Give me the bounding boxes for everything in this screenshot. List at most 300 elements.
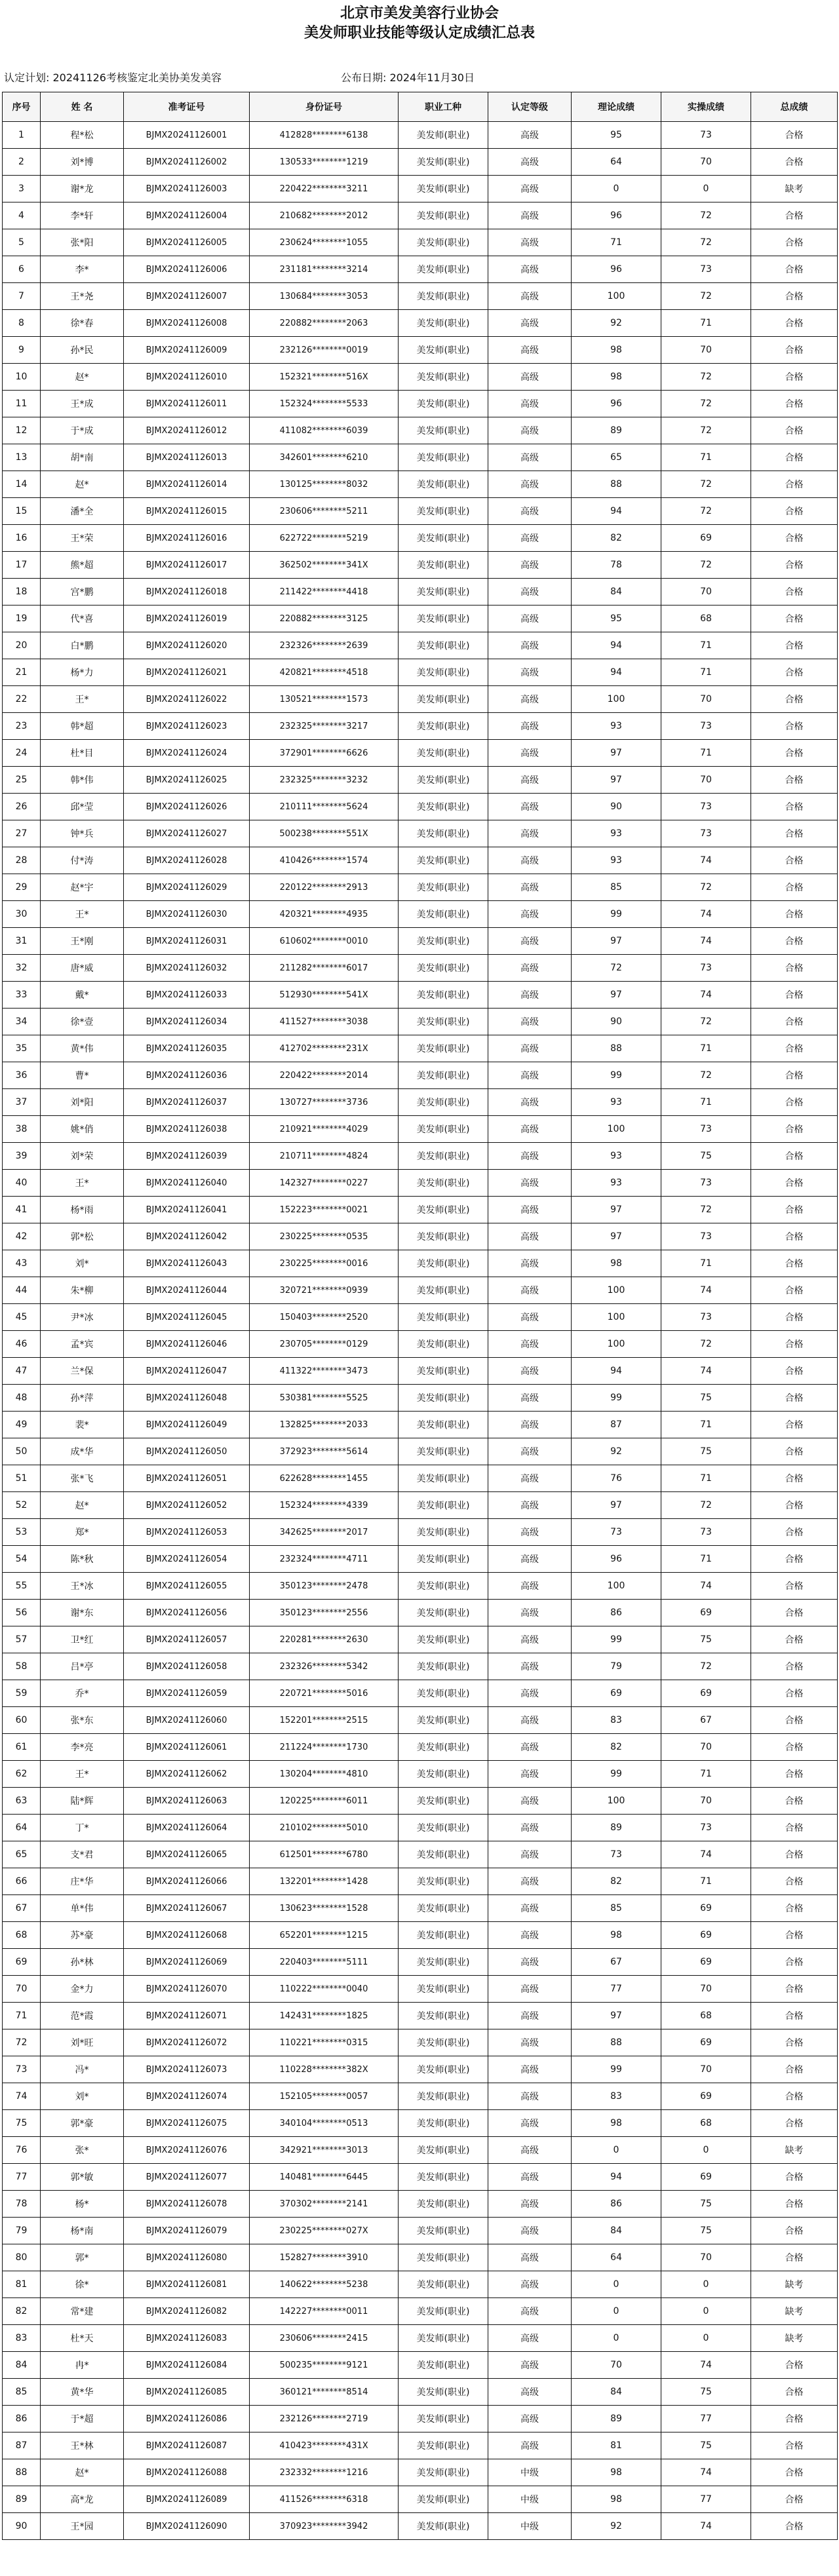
row-theory-score: 87 xyxy=(572,1412,661,1438)
row-theory-score: 73 xyxy=(572,1841,661,1868)
row-name: 谢*东 xyxy=(41,1600,124,1626)
row-practical-score: 75 xyxy=(661,2379,751,2406)
row-occupation: 美发师(职业) xyxy=(399,1546,488,1573)
row-occupation: 美发师(职业) xyxy=(399,1304,488,1331)
table-row xyxy=(3,1922,838,1949)
table-row xyxy=(3,1895,838,1922)
row-theory-score: 99 xyxy=(572,2056,661,2083)
row-name: 赵*宇 xyxy=(41,874,124,901)
row-seq: 8 xyxy=(3,310,41,337)
document-title: 美发师职业技能等级认定成绩汇总表 xyxy=(303,25,535,41)
row-result: 合格 xyxy=(751,256,838,283)
table-row xyxy=(3,256,838,283)
row-seq: 65 xyxy=(3,1841,41,1868)
row-practical-score: 72 xyxy=(661,471,751,498)
row-occupation: 美发师(职业) xyxy=(399,149,488,176)
row-practical-score: 72 xyxy=(661,229,751,256)
col-level-header: 认定等级 xyxy=(488,92,572,122)
row-practical-score: 72 xyxy=(661,874,751,901)
row-practical-score: 72 xyxy=(661,202,751,229)
row-id-number: 142431********1825 xyxy=(250,2003,399,2029)
row-occupation: 美发师(职业) xyxy=(399,283,488,310)
row-level: 高级 xyxy=(488,1465,572,1492)
row-seq: 68 xyxy=(3,1922,41,1949)
row-practical-score: 71 xyxy=(661,1465,751,1492)
row-level: 高级 xyxy=(488,2110,572,2137)
row-theory-score: 98 xyxy=(572,1922,661,1949)
row-result: 合格 xyxy=(751,1895,838,1922)
row-id-number: 220403********5111 xyxy=(250,1949,399,1976)
row-name: 郭* xyxy=(41,2244,124,2271)
row-level: 高级 xyxy=(488,1868,572,1895)
row-name: 王* xyxy=(41,686,124,713)
row-result: 合格 xyxy=(751,955,838,982)
row-seq: 45 xyxy=(3,1304,41,1331)
row-theory-score: 89 xyxy=(572,417,661,444)
row-seq: 25 xyxy=(3,767,41,794)
row-seq: 33 xyxy=(3,982,41,1009)
row-seq: 40 xyxy=(3,1170,41,1197)
row-id-number: 342625********2017 xyxy=(250,1519,399,1546)
row-name: 于*超 xyxy=(41,2406,124,2432)
table-header-row xyxy=(3,92,838,122)
row-exam-id: BJMX20241126058 xyxy=(124,1653,250,1680)
row-id-number: 152223********0021 xyxy=(250,1197,399,1223)
row-occupation: 美发师(职业) xyxy=(399,955,488,982)
publish-value: 2024年11月30日 xyxy=(389,71,475,84)
row-name: 姚*俏 xyxy=(41,1116,124,1143)
row-name: 郭*豪 xyxy=(41,2110,124,2137)
table-row xyxy=(3,337,838,364)
row-theory-score: 100 xyxy=(572,1277,661,1304)
row-level: 高级 xyxy=(488,2137,572,2164)
row-id-number: 220281********2630 xyxy=(250,1626,399,1653)
row-seq: 63 xyxy=(3,1788,41,1815)
row-occupation: 美发师(职业) xyxy=(399,310,488,337)
row-seq: 50 xyxy=(3,1438,41,1465)
table-row xyxy=(3,391,838,417)
row-level: 高级 xyxy=(488,1197,572,1223)
row-theory-score: 98 xyxy=(572,2110,661,2137)
row-theory-score: 79 xyxy=(572,1653,661,1680)
row-occupation: 美发师(职业) xyxy=(399,2352,488,2379)
row-theory-score: 64 xyxy=(572,2244,661,2271)
row-level: 高级 xyxy=(488,1546,572,1573)
row-occupation: 美发师(职业) xyxy=(399,2056,488,2083)
row-level: 高级 xyxy=(488,794,572,820)
row-level: 高级 xyxy=(488,1573,572,1600)
row-theory-score: 96 xyxy=(572,1546,661,1573)
table-row xyxy=(3,820,838,847)
row-seq: 54 xyxy=(3,1546,41,1573)
row-id-number: 130521********1573 xyxy=(250,686,399,713)
row-exam-id: BJMX20241126030 xyxy=(124,901,250,928)
row-theory-score: 93 xyxy=(572,820,661,847)
row-id-number: 232326********5342 xyxy=(250,1653,399,1680)
table-row xyxy=(3,2406,838,2432)
table-row xyxy=(3,2513,838,2540)
row-name: 常*建 xyxy=(41,2298,124,2325)
table-row xyxy=(3,982,838,1009)
row-exam-id: BJMX20241126054 xyxy=(124,1546,250,1573)
row-result: 合格 xyxy=(751,1089,838,1116)
row-theory-score: 97 xyxy=(572,1197,661,1223)
row-id-number: 211422********4418 xyxy=(250,579,399,606)
row-practical-score: 72 xyxy=(661,1009,751,1035)
row-name: 庄*华 xyxy=(41,1868,124,1895)
row-seq: 47 xyxy=(3,1358,41,1385)
row-result: 合格 xyxy=(751,2056,838,2083)
row-exam-id: BJMX20241126077 xyxy=(124,2164,250,2191)
row-seq: 5 xyxy=(3,229,41,256)
row-level: 高级 xyxy=(488,444,572,471)
row-occupation: 美发师(职业) xyxy=(399,1412,488,1438)
row-name: 王*荣 xyxy=(41,525,124,552)
row-seq: 43 xyxy=(3,1250,41,1277)
row-id-number: 220122********2913 xyxy=(250,874,399,901)
row-id-number: 372923********5614 xyxy=(250,1438,399,1465)
row-id-number: 411526********6318 xyxy=(250,2486,399,2513)
row-theory-score: 0 xyxy=(572,2298,661,2325)
row-name: 曹* xyxy=(41,1062,124,1089)
row-practical-score: 70 xyxy=(661,149,751,176)
row-result: 合格 xyxy=(751,498,838,525)
row-occupation: 美发师(职业) xyxy=(399,1734,488,1761)
row-exam-id: BJMX20241126079 xyxy=(124,2218,250,2244)
row-theory-score: 97 xyxy=(572,2003,661,2029)
row-practical-score: 73 xyxy=(661,955,751,982)
row-seq: 24 xyxy=(3,740,41,767)
row-practical-score: 68 xyxy=(661,2003,751,2029)
row-level: 高级 xyxy=(488,767,572,794)
row-theory-score: 76 xyxy=(572,1465,661,1492)
row-theory-score: 71 xyxy=(572,229,661,256)
row-name: 徐* xyxy=(41,2271,124,2298)
row-name: 高*龙 xyxy=(41,2486,124,2513)
row-theory-score: 96 xyxy=(572,391,661,417)
row-practical-score: 75 xyxy=(661,1385,751,1412)
row-id-number: 130533********1219 xyxy=(250,149,399,176)
row-seq: 46 xyxy=(3,1331,41,1358)
row-exam-id: BJMX20241126017 xyxy=(124,552,250,579)
row-level: 高级 xyxy=(488,1089,572,1116)
row-seq: 60 xyxy=(3,1707,41,1734)
row-practical-score: 74 xyxy=(661,847,751,874)
row-result: 合格 xyxy=(751,1304,838,1331)
row-seq: 73 xyxy=(3,2056,41,2083)
row-practical-score: 70 xyxy=(661,2056,751,2083)
row-level: 高级 xyxy=(488,1035,572,1062)
row-seq: 67 xyxy=(3,1895,41,1922)
row-name: 单*伟 xyxy=(41,1895,124,1922)
row-name: 白*鹏 xyxy=(41,632,124,659)
row-name: 丁* xyxy=(41,1815,124,1841)
row-id-number: 130684********3053 xyxy=(250,283,399,310)
row-id-number: 142227********0011 xyxy=(250,2298,399,2325)
row-result: 合格 xyxy=(751,2083,838,2110)
table-row xyxy=(3,1277,838,1304)
row-exam-id: BJMX20241126027 xyxy=(124,820,250,847)
table-row xyxy=(3,2164,838,2191)
row-level: 高级 xyxy=(488,2191,572,2218)
row-name: 刘*阳 xyxy=(41,1089,124,1116)
row-theory-score: 99 xyxy=(572,1761,661,1788)
row-practical-score: 71 xyxy=(661,1089,751,1116)
row-result: 合格 xyxy=(751,2191,838,2218)
table-row xyxy=(3,1116,838,1143)
row-seq: 58 xyxy=(3,1653,41,1680)
row-theory-score: 93 xyxy=(572,847,661,874)
table-row xyxy=(3,2244,838,2271)
row-result: 合格 xyxy=(751,525,838,552)
col-id-number-header: 身份证号 xyxy=(250,92,399,122)
row-level: 高级 xyxy=(488,1680,572,1707)
row-exam-id: BJMX20241126019 xyxy=(124,606,250,632)
table-row xyxy=(3,2379,838,2406)
row-level: 高级 xyxy=(488,1412,572,1438)
row-theory-score: 0 xyxy=(572,2271,661,2298)
row-id-number: 410426********1574 xyxy=(250,847,399,874)
row-name: 张*阳 xyxy=(41,229,124,256)
row-practical-score: 75 xyxy=(661,1438,751,1465)
row-theory-score: 97 xyxy=(572,1223,661,1250)
row-exam-id: BJMX20241126081 xyxy=(124,2271,250,2298)
row-theory-score: 0 xyxy=(572,2325,661,2352)
row-name: 尹*冰 xyxy=(41,1304,124,1331)
row-result: 合格 xyxy=(751,659,838,686)
row-exam-id: BJMX20241126045 xyxy=(124,1304,250,1331)
table-row xyxy=(3,606,838,632)
row-practical-score: 72 xyxy=(661,1492,751,1519)
row-occupation: 美发师(职业) xyxy=(399,1170,488,1197)
row-occupation: 美发师(职业) xyxy=(399,1358,488,1385)
row-occupation: 美发师(职业) xyxy=(399,847,488,874)
row-name: 李* xyxy=(41,256,124,283)
row-seq: 56 xyxy=(3,1600,41,1626)
row-level: 高级 xyxy=(488,820,572,847)
row-result: 缺考 xyxy=(751,2298,838,2325)
row-theory-score: 86 xyxy=(572,1600,661,1626)
row-level: 高级 xyxy=(488,391,572,417)
row-occupation: 美发师(职业) xyxy=(399,740,488,767)
table-row xyxy=(3,1815,838,1841)
row-occupation: 美发师(职业) xyxy=(399,1976,488,2003)
row-result: 缺考 xyxy=(751,2137,838,2164)
row-occupation: 美发师(职业) xyxy=(399,1895,488,1922)
row-theory-score: 83 xyxy=(572,2083,661,2110)
row-exam-id: BJMX20241126088 xyxy=(124,2459,250,2486)
row-id-number: 130204********4810 xyxy=(250,1761,399,1788)
row-result: 缺考 xyxy=(751,176,838,202)
row-level: 中级 xyxy=(488,2513,572,2540)
row-seq: 16 xyxy=(3,525,41,552)
row-level: 高级 xyxy=(488,149,572,176)
row-id-number: 210102********5010 xyxy=(250,1815,399,1841)
row-theory-score: 92 xyxy=(572,2513,661,2540)
row-level: 高级 xyxy=(488,229,572,256)
row-level: 高级 xyxy=(488,498,572,525)
row-exam-id: BJMX20241126007 xyxy=(124,283,250,310)
row-result: 合格 xyxy=(751,1680,838,1707)
row-level: 高级 xyxy=(488,982,572,1009)
row-level: 高级 xyxy=(488,1062,572,1089)
row-practical-score: 72 xyxy=(661,1653,751,1680)
row-id-number: 211282********6017 xyxy=(250,955,399,982)
row-seq: 52 xyxy=(3,1492,41,1519)
row-theory-score: 92 xyxy=(572,1438,661,1465)
row-practical-score: 71 xyxy=(661,1412,751,1438)
table-row xyxy=(3,579,838,606)
table-row xyxy=(3,2056,838,2083)
row-seq: 21 xyxy=(3,659,41,686)
table-body xyxy=(3,122,838,2540)
row-name: 谢*龙 xyxy=(41,176,124,202)
row-name: 代*喜 xyxy=(41,606,124,632)
row-occupation: 美发师(职业) xyxy=(399,2271,488,2298)
table-row xyxy=(3,713,838,740)
row-exam-id: BJMX20241126043 xyxy=(124,1250,250,1277)
row-exam-id: BJMX20241126090 xyxy=(124,2513,250,2540)
row-exam-id: BJMX20241126021 xyxy=(124,659,250,686)
row-result: 合格 xyxy=(751,417,838,444)
row-id-number: 512930********541X xyxy=(250,982,399,1009)
row-id-number: 220882********2063 xyxy=(250,310,399,337)
table-row xyxy=(3,498,838,525)
row-id-number: 110228********382X xyxy=(250,2056,399,2083)
row-result: 合格 xyxy=(751,1922,838,1949)
row-seq: 69 xyxy=(3,1949,41,1976)
row-exam-id: BJMX20241126005 xyxy=(124,229,250,256)
row-theory-score: 97 xyxy=(572,982,661,1009)
row-exam-id: BJMX20241126065 xyxy=(124,1841,250,1868)
row-seq: 70 xyxy=(3,1976,41,2003)
row-occupation: 美发师(职业) xyxy=(399,2218,488,2244)
row-exam-id: BJMX20241126014 xyxy=(124,471,250,498)
row-occupation: 美发师(职业) xyxy=(399,1841,488,1868)
row-seq: 49 xyxy=(3,1412,41,1438)
row-name: 赵* xyxy=(41,364,124,391)
row-id-number: 411322********3473 xyxy=(250,1358,399,1385)
row-result: 合格 xyxy=(751,1546,838,1573)
row-name: 刘*博 xyxy=(41,149,124,176)
row-occupation: 美发师(职业) xyxy=(399,2325,488,2352)
row-occupation: 美发师(职业) xyxy=(399,579,488,606)
row-name: 黄*伟 xyxy=(41,1035,124,1062)
table-row xyxy=(3,310,838,337)
table-row xyxy=(3,1868,838,1895)
row-theory-score: 93 xyxy=(572,1089,661,1116)
row-id-number: 420821********4518 xyxy=(250,659,399,686)
col-exam-id-header: 准考证号 xyxy=(124,92,250,122)
row-theory-score: 92 xyxy=(572,310,661,337)
row-name: 刘*旺 xyxy=(41,2029,124,2056)
row-level: 高级 xyxy=(488,122,572,149)
row-level: 高级 xyxy=(488,2325,572,2352)
row-theory-score: 100 xyxy=(572,686,661,713)
row-exam-id: BJMX20241126012 xyxy=(124,417,250,444)
row-result: 合格 xyxy=(751,1519,838,1546)
row-id-number: 152201********2515 xyxy=(250,1707,399,1734)
row-occupation: 美发师(职业) xyxy=(399,1949,488,1976)
row-theory-score: 98 xyxy=(572,2486,661,2513)
row-name: 杨*雨 xyxy=(41,1197,124,1223)
row-result: 合格 xyxy=(751,1331,838,1358)
row-occupation: 美发师(职业) xyxy=(399,417,488,444)
row-seq: 35 xyxy=(3,1035,41,1062)
row-id-number: 152321********516X xyxy=(250,364,399,391)
row-practical-score: 75 xyxy=(661,1143,751,1170)
row-name: 王* xyxy=(41,901,124,928)
row-theory-score: 98 xyxy=(572,364,661,391)
table-row xyxy=(3,364,838,391)
table-row xyxy=(3,794,838,820)
row-occupation: 美发师(职业) xyxy=(399,794,488,820)
row-level: 高级 xyxy=(488,471,572,498)
row-result: 合格 xyxy=(751,1062,838,1089)
table-row xyxy=(3,1385,838,1412)
row-seq: 6 xyxy=(3,256,41,283)
row-level: 高级 xyxy=(488,606,572,632)
row-level: 高级 xyxy=(488,740,572,767)
row-id-number: 372901********6626 xyxy=(250,740,399,767)
row-practical-score: 72 xyxy=(661,364,751,391)
row-level: 高级 xyxy=(488,2379,572,2406)
row-exam-id: BJMX20241126001 xyxy=(124,122,250,149)
table-row xyxy=(3,1465,838,1492)
row-exam-id: BJMX20241126055 xyxy=(124,1573,250,1600)
row-theory-score: 95 xyxy=(572,606,661,632)
row-result: 合格 xyxy=(751,874,838,901)
table-row xyxy=(3,1600,838,1626)
row-theory-score: 82 xyxy=(572,525,661,552)
row-id-number: 500238********551X xyxy=(250,820,399,847)
row-exam-id: BJMX20241126069 xyxy=(124,1949,250,1976)
row-occupation: 美发师(职业) xyxy=(399,1761,488,1788)
row-seq: 10 xyxy=(3,364,41,391)
row-occupation: 美发师(职业) xyxy=(399,1815,488,1841)
row-theory-score: 86 xyxy=(572,2191,661,2218)
row-name: 王* xyxy=(41,1761,124,1788)
row-theory-score: 88 xyxy=(572,2029,661,2056)
row-name: 冯* xyxy=(41,2056,124,2083)
row-name: 宫*鹏 xyxy=(41,579,124,606)
row-id-number: 350123********2556 xyxy=(250,1600,399,1626)
row-name: 范*霞 xyxy=(41,2003,124,2029)
row-level: 高级 xyxy=(488,686,572,713)
row-exam-id: BJMX20241126015 xyxy=(124,498,250,525)
table-row xyxy=(3,1626,838,1653)
row-seq: 78 xyxy=(3,2191,41,2218)
row-result: 合格 xyxy=(751,1277,838,1304)
row-exam-id: BJMX20241126049 xyxy=(124,1412,250,1438)
row-seq: 12 xyxy=(3,417,41,444)
row-name: 孙*林 xyxy=(41,1949,124,1976)
row-name: 吕*亭 xyxy=(41,1653,124,1680)
row-name: 钟*兵 xyxy=(41,820,124,847)
row-result: 合格 xyxy=(751,606,838,632)
row-id-number: 132825********2033 xyxy=(250,1412,399,1438)
table-row xyxy=(3,1707,838,1734)
row-name: 邱*莹 xyxy=(41,794,124,820)
row-occupation: 美发师(职业) xyxy=(399,2298,488,2325)
row-result: 合格 xyxy=(751,1707,838,1734)
row-seq: 15 xyxy=(3,498,41,525)
row-exam-id: BJMX20241126073 xyxy=(124,2056,250,2083)
results-table xyxy=(2,92,838,2540)
row-name: 杨*南 xyxy=(41,2218,124,2244)
row-seq: 2 xyxy=(3,149,41,176)
row-level: 高级 xyxy=(488,2244,572,2271)
